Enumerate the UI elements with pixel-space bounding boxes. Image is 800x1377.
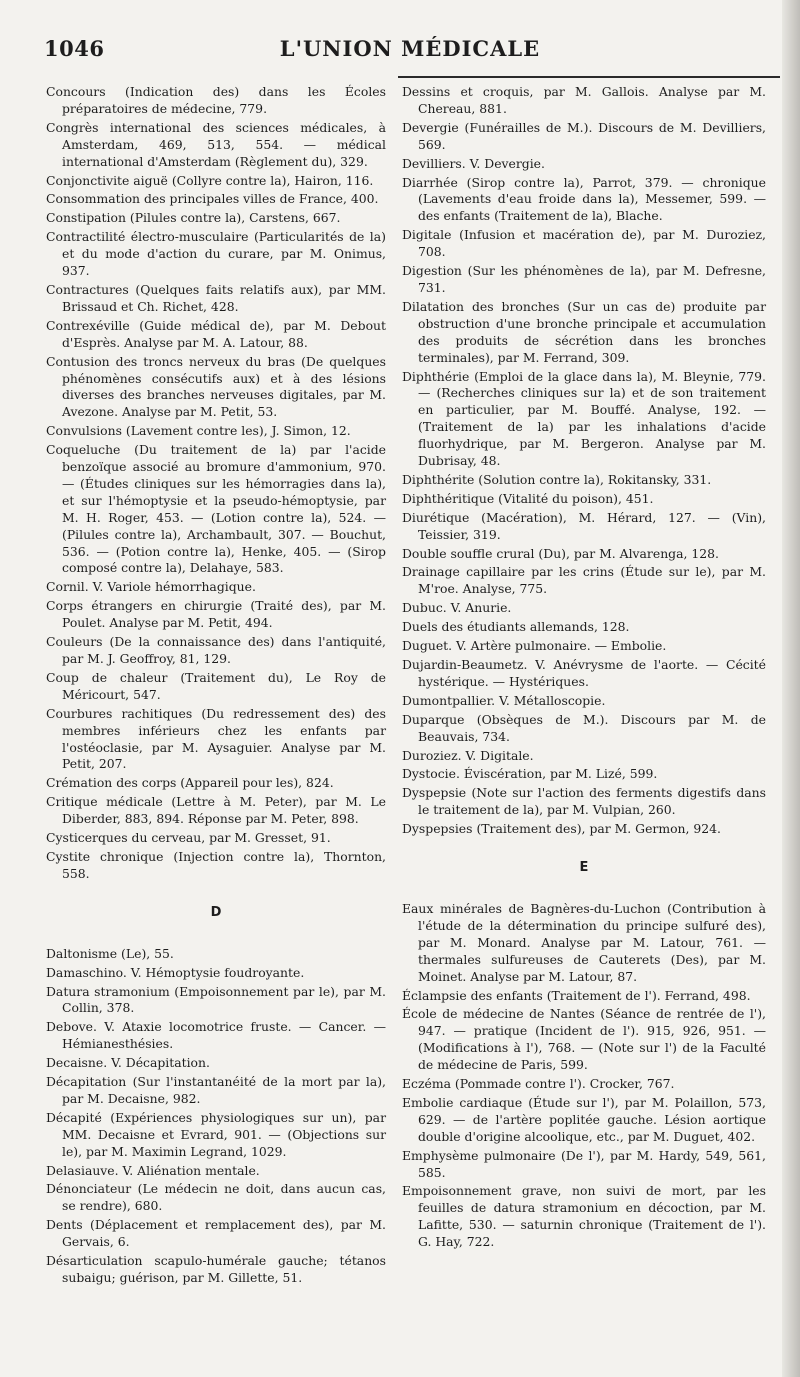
index-entry: Dilatation des bronches (Sur un cas de) produite par obstruction d'une bronche principale et accumulation des produits de sécrétion dans les bronches terminales), par M. Ferrand, 309. (402, 298, 766, 365)
index-entry: Diphthéritique (Vitalité du poison), 451. (402, 490, 654, 506)
index-entry: Contusion des troncs nerveux du bras (De quelques phénomènes consécutifs aux) et à des lésions diverses des branches nerveuses digitales, par M. Avezone. Analyse par M. Petit, 53. (46, 353, 386, 420)
index-entry: Daltonisme (Le), 55. (46, 945, 174, 961)
index-entry: Décapitation (Sur l'instantanéité de la mort par la), par M. Decaisne, 982. (46, 1074, 386, 1106)
index-entry: Eczéma (Pommade contre l'). Crocker, 767. (402, 1076, 675, 1092)
index-entry: Éclampsie des enfants (Traitement de l'). Ferrand, 498. (402, 987, 751, 1003)
index-entry: Convulsions (Lavement contre les), J. Simon, 12. (46, 423, 351, 439)
index-entry: Conjonctivite aiguë (Collyre contre la), Hairon, 116. (46, 172, 374, 188)
index-entry: Congrès international des sciences médicales, à Amsterdam, 469, 513, 554. — médical international d'Amsterdam (Règlement du), 329. (46, 119, 386, 169)
index-entry: Datura stramonium (Empoisonnement par le), par M. Collin, 378. (46, 983, 386, 1016)
index-entry: Devilliers. V. Devergie. (402, 155, 545, 171)
page-edge-shadow (782, 0, 800, 1377)
index-entry: Dessins et croquis, par M. Gallois. Analyse par M. Chereau, 881. (402, 84, 766, 116)
index-entry: Duparque (Obsèques de M.). Discours par M. de Beauvais, 734. (402, 711, 766, 744)
index-entry: Contractures (Quelques faits relatifs aux), par MM. Brissaud et Ch. Richet, 428. (46, 281, 386, 314)
index-entry: Cornil. V. Variole hémorrhagique. (46, 579, 256, 595)
index-entry: Dumontpallier. V. Métalloscopie. (402, 692, 606, 708)
index-entry: Couleurs (De la connaissance des) dans l'antiquité, par M. J. Geoffroy, 81, 129. (46, 634, 386, 666)
index-entry: Dyspepsie (Note sur l'action des ferments digestifs dans le traitement de la), par M. Vulpian, 260. (402, 785, 766, 818)
index-entry: Digestion (Sur les phénomènes de la), par M. Defresne, 731. (402, 263, 766, 295)
index-entry: Duguet. V. Artère pulmonaire. — Embolie. (402, 638, 667, 654)
index-entry: Diarrhée (Sirop contre la), Parrot, 379. — chronique (Lavements d'eau froide dans la), Messemer, 599. — des enfants (Traitement de la), Blache. (402, 174, 766, 224)
section-letter-d: D (210, 904, 222, 920)
index-entry: Désarticulation scapulo-humérale gauche; tétanos subaigu; guérison, par M. Gillette, 51. (46, 1253, 386, 1285)
index-entry: Drainage capillaire par les crins (Étude sur le), par M. M'roe. Analyse, 775. (402, 564, 766, 597)
index-entry: Devergie (Funérailles de M.). Discours de M. Devilliers, 569. (402, 119, 766, 152)
page-header (40, 34, 780, 66)
index-entry: Eaux minérales de Bagnères-du-Luchon (Contribution à l'étude de la détermination du principe sulfuré des), par M. Monard. Analyse par M. Latour, 761. — thermales sulfureuses de Cauterets (Des), par M. Moinet. Analyse par M. Latour, 87. (402, 900, 766, 984)
index-entry: Dystocie. Éviscération, par M. Lizé, 599. (402, 766, 658, 782)
left-column (46, 84, 386, 1289)
entries-d-continued-list (402, 84, 766, 838)
index-entry: Delasiauve. V. Aliénation mentale. (46, 1162, 260, 1178)
index-entry: Critique médicale (Lettre à M. Peter), par M. Le Diberder, 883, 894. Réponse par M. Peter, 898. (46, 794, 386, 827)
index-entry: Courbures rachitiques (Du redressement des) des membres inférieurs chez les enfants par l'ostéoclasie, par M. Aysaguier. Analyse par M. Petit, 207. (46, 705, 386, 772)
page-number: 1046 (44, 36, 105, 61)
running-title: L'UNION MÉDICALE (279, 36, 541, 61)
index-entry: Decaisne. V. Décapitation. (46, 1055, 210, 1071)
index-entry: Duroziez. V. Digitale. (402, 747, 534, 763)
index-entry: Diphthérite (Solution contre la), Rokitansky, 331. (402, 471, 712, 487)
index-entry: Diphthérie (Emploi de la glace dans la), M. Bleynie, 779. — (Recherches cliniques sur la) et de son traitement en particulier, par M. Bouffé. Analyse, 192. — (Traitement de la) par les inhalations d'acide fluorhydrique, par M. Bergeron. Analyse par M. Dubrisay, 48. (402, 368, 766, 469)
index-entry: Damaschino. V. Hémoptysie foudroyante. (46, 964, 305, 980)
index-entry: Dujardin-Beaumetz. V. Anévrysme de l'aorte. — Cécité hystérique. — Hystériques. (402, 657, 766, 689)
index-entry: Double souffle crural (Du), par M. Alvarenga, 128. (402, 545, 719, 561)
index-entry: Corps étrangers en chirurgie (Traité des), par M. Poulet. Analyse par M. Petit, 494. (46, 598, 386, 631)
index-entry: Cysticerques du cerveau, par M. Gresset, 91. (46, 830, 331, 846)
index-entry: Debove. V. Ataxie locomotrice fruste. — Cancer. — Hémianesthésies. (46, 1019, 386, 1052)
index-entry: Constipation (Pilules contre la), Carstens, 667. (46, 210, 341, 226)
index-entry: Diurétique (Macération), M. Hérard, 127. — (Vin), Teissier, 319. (402, 509, 766, 542)
entries-e-list (402, 901, 766, 1251)
index-entry: Dubuc. V. Anurie. (402, 600, 512, 616)
index-entry: Dyspepsies (Traitement des), par M. Germon, 924. (402, 821, 721, 837)
index-entry: Empoisonnement grave, non suivi de mort, par les feuilles de datura stramonium en décoction, par M. Lafitte, 530. — saturnin chronique (Traitement de l'). G. Hay, 722. (402, 1183, 766, 1250)
index-entry: Coqueluche (Du traitement de la) par l'acide benzoïque associé au bromure d'ammonium, 970. — (Études cliniques sur les hémorragies dans la), et sur l'hémoptysie et la pseudo-hémoptysie, par M. H. Roger, 453. — (Lotion contre la), 524. — (Pilules contre la), Archambault, 307. — Bouchut, 536. — (Potion contre la), Henke, 405. — (Sirop composé contre la), Delahaye, 583. (46, 442, 386, 576)
index-entry: Consommation des principales villes de France, 400. (46, 191, 379, 207)
index-entry: Décapité (Expériences physiologiques sur un), par MM. Decaisne et Evrard, 901. — (Objections sur le), par M. Maximin Legrand, 1029. (46, 1109, 386, 1159)
index-entry: Cystite chronique (Injection contre la), Thornton, 558. (46, 848, 386, 881)
right-column (402, 84, 766, 1253)
entries-d-list (46, 946, 386, 1287)
index-entry: Dents (Déplacement et remplacement des), par M. Gervais, 6. (46, 1217, 386, 1250)
index-entry: Concours (Indication des) dans les Écoles préparatoires de médecine, 779. (46, 84, 386, 116)
index-entry: Contractilité électro-musculaire (Particularités de la) et du mode d'action du curare, par M. Onimus, 937. (46, 229, 386, 279)
index-entry: Dénonciateur (Le médecin ne doit, dans aucun cas, se rendre), 680. (46, 1181, 386, 1214)
index-entry: Coup de chaleur (Traitement du), Le Roy de Méricourt, 547. (46, 669, 386, 702)
index-entry: Digitale (Infusion et macération de), par M. Duroziez, 708. (402, 227, 766, 260)
section-letter-e: E (579, 860, 589, 876)
index-entry: Embolie cardiaque (Étude sur l'), par M. Polaillon, 573, 629. — de l'artère poplitée gauche. Lésion aortique double d'origine alcoolique, etc., par M. Duguet, 402. (402, 1094, 766, 1144)
header-rule (398, 76, 780, 78)
entries-c-list (46, 84, 386, 883)
index-entry: Contrexéville (Guide médical de), par M. Debout d'Esprès. Analyse par M. A. Latour, 88. (46, 317, 386, 350)
index-entry: Emphysème pulmonaire (De l'), par M. Hardy, 549, 561, 585. (402, 1147, 766, 1180)
index-entry: Duels des étudiants allemands, 128. (402, 619, 630, 635)
index-entry: Crémation des corps (Appareil pour les), 824. (46, 775, 334, 791)
index-entry: École de médecine de Nantes (Séance de rentrée de l'), 947. — pratique (Incident de l'). 915, 926, 951. — (Modifications à l'), 768. — (Note sur l') de la Faculté de médecine de Paris, 599. (402, 1006, 766, 1073)
